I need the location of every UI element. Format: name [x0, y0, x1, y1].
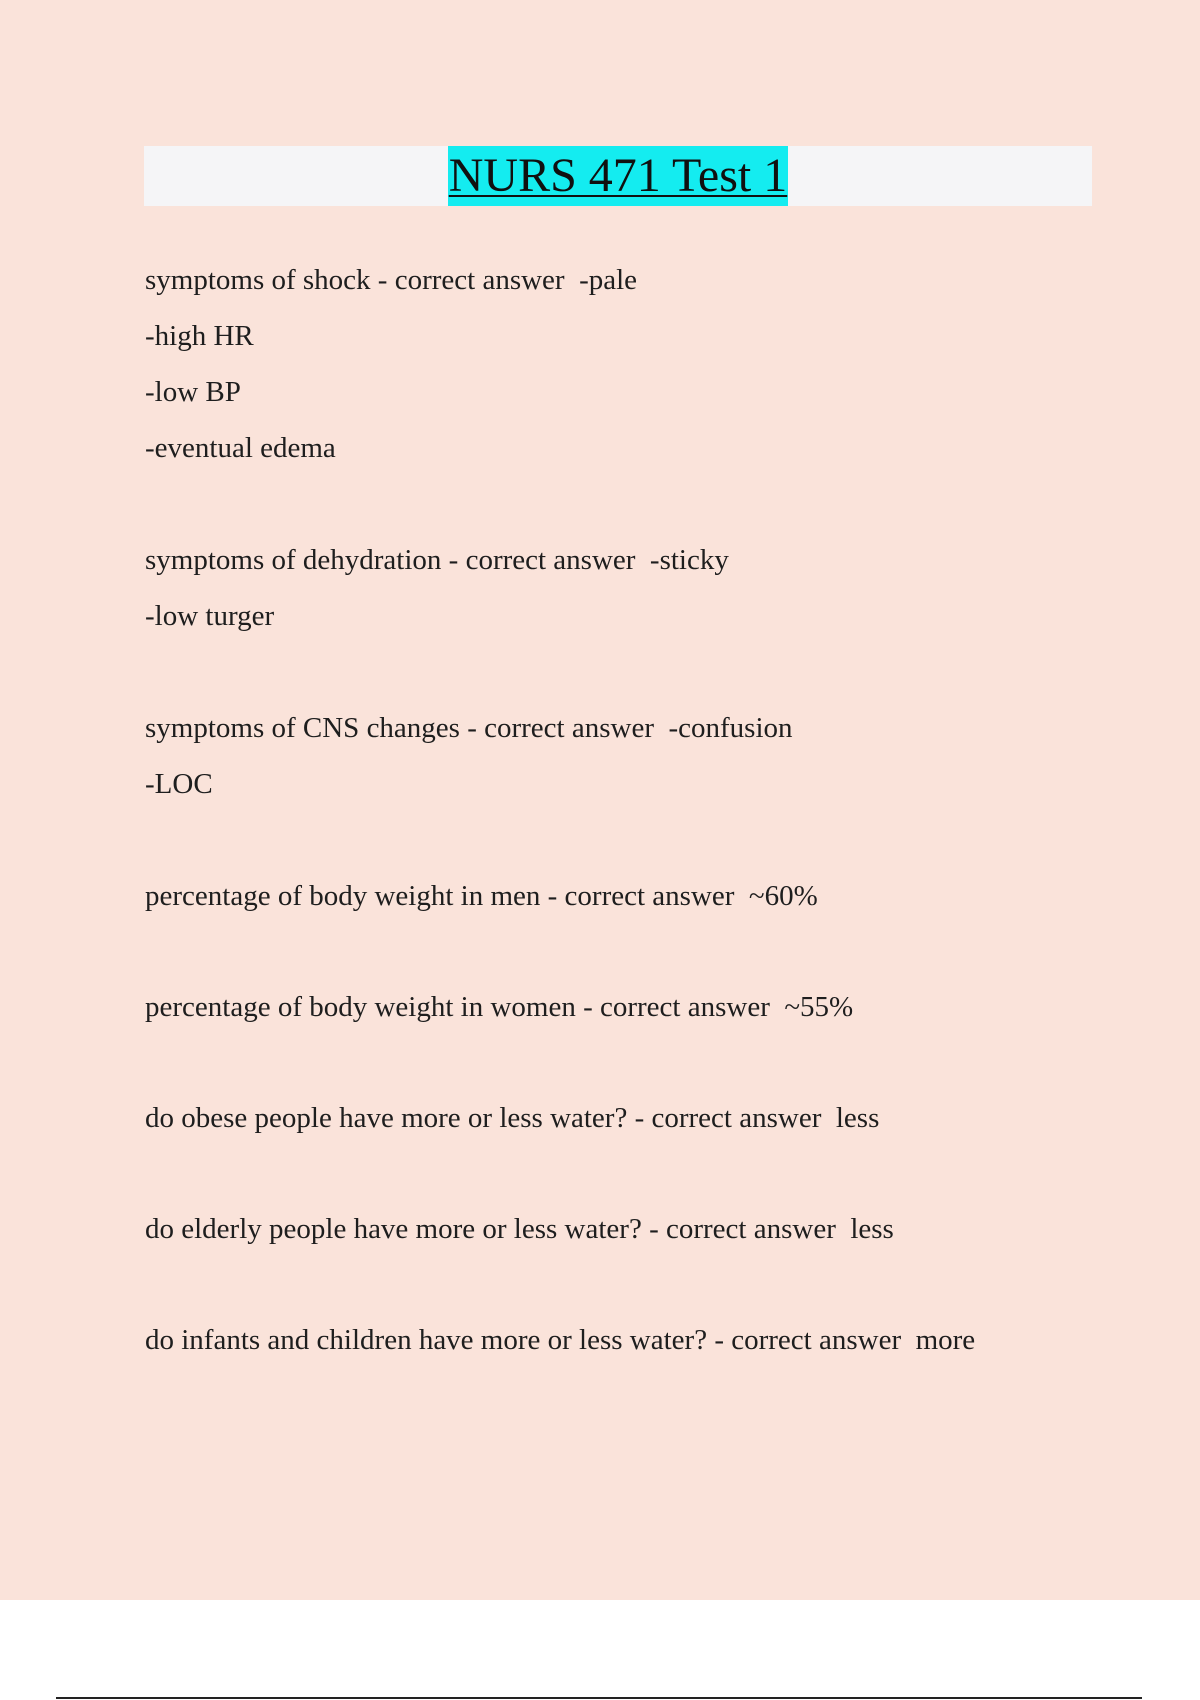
qa-line: -low turger — [145, 600, 275, 632]
qa-line: -eventual edema — [145, 432, 336, 464]
qa-line: do infants and children have more or less water? - correct answer more — [145, 1324, 976, 1356]
qa-item-men — [145, 868, 1105, 924]
spacer — [145, 476, 1105, 532]
spacer — [145, 1257, 1105, 1312]
qa-item-infants — [145, 1312, 1105, 1368]
footer-divider — [56, 1697, 1142, 1699]
qa-item-elderly — [145, 1201, 1105, 1257]
qa-line: percentage of body weight in women - correct answer ~55% — [145, 991, 854, 1023]
qa-item-women — [145, 979, 1105, 1035]
document-title: NURS 471 Test 1 — [448, 146, 788, 206]
qa-line: symptoms of shock - correct answer -pale — [145, 264, 638, 296]
qa-line: -high HR — [145, 320, 254, 352]
spacer — [145, 644, 1105, 700]
qa-line: -LOC — [145, 768, 213, 800]
title-band — [144, 146, 1092, 206]
qa-line: symptoms of CNS changes - correct answer -confusion — [145, 712, 793, 744]
spacer — [145, 812, 1105, 868]
qa-item-dehydration — [145, 532, 1105, 644]
qa-line: symptoms of dehydration - correct answer -sticky — [145, 544, 729, 576]
qa-item-obese — [145, 1090, 1105, 1146]
qa-line: do elderly people have more or less water? - correct answer less — [145, 1213, 894, 1245]
qa-line: -low BP — [145, 376, 241, 408]
qa-line: percentage of body weight in men - correct answer ~60% — [145, 880, 818, 912]
document-body — [145, 252, 1105, 1368]
spacer — [145, 1146, 1105, 1201]
qa-line: do obese people have more or less water? - correct answer less — [145, 1102, 880, 1134]
qa-item-cns — [145, 700, 1105, 812]
qa-item-shock — [145, 252, 1105, 476]
spacer — [145, 924, 1105, 979]
spacer — [145, 1035, 1105, 1090]
